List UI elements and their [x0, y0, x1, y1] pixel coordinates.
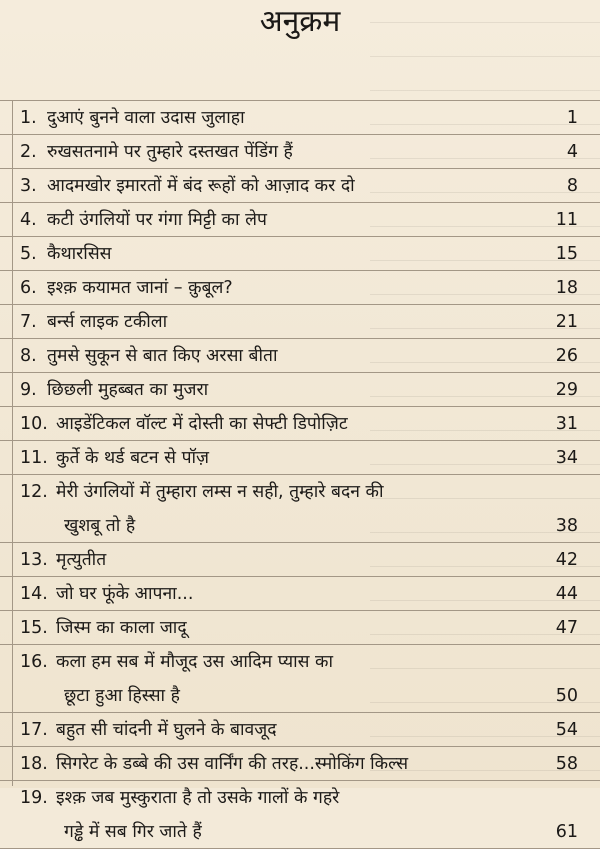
- entry-title: कला हम सब में मौजूद उस आदिम प्यास का: [56, 652, 334, 672]
- toc-entry: [0, 577, 600, 611]
- entry-page-number: 47: [555, 618, 578, 638]
- entry-page-number: 54: [555, 720, 578, 740]
- entry-page-number: 38: [555, 516, 578, 536]
- toc-entry: [0, 203, 600, 237]
- entry-number: 14.: [20, 584, 48, 604]
- entry-title: इश्क़ जब मुस्कुराता है तो उसके गालों के गहरे: [56, 788, 340, 808]
- entry-title: मेरी उंगलियों में तुम्हारा लम्स न सही, तुम्हारे बदन की: [56, 482, 384, 502]
- entry-page-number: 34: [555, 448, 578, 468]
- entry-title: मृत्युतीत: [56, 550, 107, 570]
- toc-entry: [0, 373, 600, 407]
- entry-number: 15.: [20, 618, 48, 638]
- toc-entry: [0, 305, 600, 339]
- toc-entry: [0, 407, 600, 441]
- entry-number: 7.: [20, 312, 37, 332]
- entry-number: 9.: [20, 380, 37, 400]
- toc-entry: [0, 713, 600, 747]
- entry-title: कटी उंगलियों पर गंगा मिट्टी का लेप: [47, 210, 267, 230]
- entry-number: 10.: [20, 414, 48, 434]
- entry-number: 1.: [20, 108, 37, 128]
- toc-entry: [0, 543, 600, 577]
- entry-page-number: 50: [555, 686, 578, 706]
- entry-page-number: 31: [555, 414, 578, 434]
- entry-page-number: 15: [555, 244, 578, 264]
- entry-number: 6.: [20, 278, 37, 298]
- entry-title: दुआएं बुनने वाला उदास जुलाहा: [47, 108, 245, 128]
- entry-number: 11.: [20, 448, 48, 468]
- entry-page-number: 29: [555, 380, 578, 400]
- toc-entry: [0, 441, 600, 475]
- entry-title: सिगरेट के डब्बे की उस वार्निंग की तरह...स्मोकिंग किल्स: [56, 754, 409, 774]
- entry-number: 4.: [20, 210, 37, 230]
- entry-number: 16.: [20, 652, 48, 672]
- toc-entry: [0, 645, 600, 679]
- toc-entry: [0, 169, 600, 203]
- entry-page-number: 18: [555, 278, 578, 298]
- toc-entry-continuation: [0, 679, 600, 713]
- entry-title: बर्न्स लाइक टकीला: [47, 312, 168, 332]
- toc-entry: [0, 747, 600, 781]
- margin-line: [12, 100, 13, 786]
- entry-title: आदमखोर इमारतों में बंद रूहों को आज़ाद कर दो: [47, 176, 355, 196]
- toc-entry: [0, 135, 600, 169]
- entry-page-number: 11: [555, 210, 578, 230]
- entry-title: कैथारसिस: [47, 244, 112, 264]
- toc-entry: [0, 475, 600, 509]
- entry-title: रुखसतनामे पर तुम्हारे दस्तखत पेंडिंग हैं: [47, 142, 293, 162]
- entry-number: 2.: [20, 142, 37, 162]
- entry-title-continuation: गड्ढे में सब गिर जाते हैं: [64, 822, 202, 842]
- entry-number: 5.: [20, 244, 37, 264]
- toc-entry: [0, 339, 600, 373]
- entry-page-number: 1: [566, 108, 578, 128]
- toc-entry: [0, 271, 600, 305]
- entry-title: बहुत सी चांदनी में घुलने के बावजूद: [56, 720, 277, 740]
- entry-number: 8.: [20, 346, 37, 366]
- entry-title: छिछली मुहब्बत का मुजरा: [47, 380, 209, 400]
- entry-page-number: 21: [555, 312, 578, 332]
- entry-number: 18.: [20, 754, 48, 774]
- entry-title: आइडेंटिकल वॉल्ट में दोस्ती का सेफ्टी डिपोज़िट: [56, 414, 348, 434]
- entry-number: 3.: [20, 176, 37, 196]
- entry-page-number: 26: [555, 346, 578, 366]
- entry-title: जिस्म का काला जादू: [56, 618, 187, 638]
- toc-entry: [0, 237, 600, 271]
- entry-title: कुर्ते के थर्ड बटन से पॉज़: [56, 448, 210, 468]
- entry-page-number: 4: [566, 142, 578, 162]
- toc-entry-continuation: [0, 815, 600, 849]
- entry-number: 17.: [20, 720, 48, 740]
- entry-page-number: 42: [555, 550, 578, 570]
- entry-title-continuation: छूटा हुआ हिस्सा है: [64, 686, 180, 706]
- entry-number: 13.: [20, 550, 48, 570]
- entry-title-continuation: खुशबू तो है: [64, 516, 136, 536]
- entry-page-number: 8: [566, 176, 578, 196]
- entry-page-number: 44: [555, 584, 578, 604]
- entry-page-number: 58: [555, 754, 578, 774]
- toc-entry: [0, 101, 600, 135]
- page-title: अनुक्रम: [259, 4, 341, 39]
- entry-number: 19.: [20, 788, 48, 808]
- entry-page-number: 61: [555, 822, 578, 842]
- entry-title: जो घर फूंके आपना...: [56, 584, 194, 604]
- entry-title: इश्क़ कयामत जानां – क़ुबूल?: [47, 278, 233, 298]
- toc-entry: [0, 611, 600, 645]
- entry-title: तुमसे सुकून से बात किए अरसा बीता: [47, 346, 278, 366]
- toc-entry: [0, 781, 600, 815]
- entry-number: 12.: [20, 482, 48, 502]
- toc-entry-continuation: [0, 509, 600, 543]
